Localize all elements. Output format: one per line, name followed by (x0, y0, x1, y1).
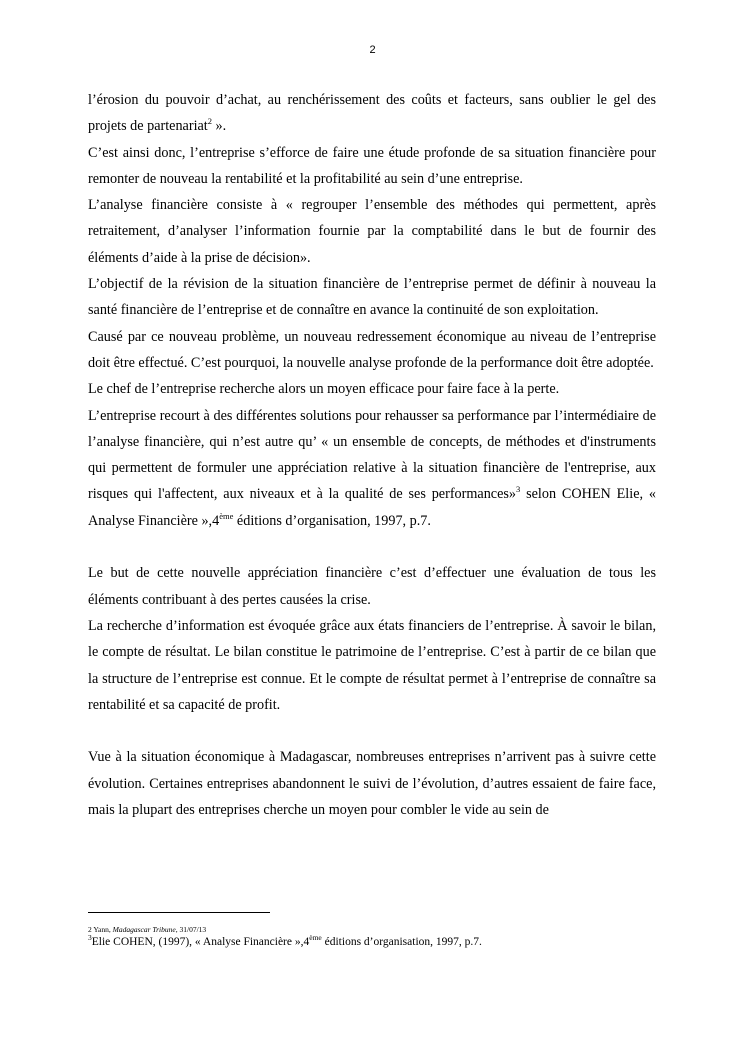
footnote-2-number: 2 (88, 925, 92, 934)
footnote-ref-3: 3 (516, 484, 521, 495)
paragraph-1-text: l’érosion du pouvoir d’achat, au renchérissement des coûts et facteurs, sans oublier le gel des projets de partenariat (88, 92, 656, 135)
footnote-2-author: Yann, (91, 925, 113, 934)
body-text (88, 87, 656, 823)
paragraph-7 (88, 403, 656, 534)
footnote-2-date: , 31/07/13 (175, 925, 207, 934)
footnote-3-number: 3 (88, 933, 92, 942)
footnote-2 (88, 925, 656, 935)
paragraph-6: Le chef de l’entreprise recherche alors un moyen efficace pour faire face à la perte. (88, 381, 560, 398)
footnote-3-text: Elie COHEN, (1997), « Analyse Financière »,4 (91, 936, 310, 948)
paragraph-1 (88, 87, 656, 140)
edition-superscript: ème (219, 510, 234, 521)
footnote-3-end: éditions d’organisation, 1997, p.7. (321, 936, 482, 948)
paragraph-3: L’analyse financière consiste à « regrouper l’ensemble des méthodes qui permettent, après retraitement, d’analyser l’information fournie par la comptabilité dans le but de fournir des éléments d’aide à la prise de décision». (88, 197, 656, 266)
paragraph-1-end: ». (212, 118, 227, 135)
paragraph-4: L’objectif de la révision de la situation financière de l’entreprise permet de définir à nouveau la santé financière de l’entreprise et de connaître en avance la continuité de son exploitation. (88, 276, 656, 319)
paragraph-5: Causé par ce nouveau problème, un nouveau redressement économique au niveau de l’entreprise doit être effectué. C’est pourquoi, la nouvelle analyse profonde de la performance doit être adoptée. (88, 328, 656, 371)
paragraph-8: Le but de cette nouvelle appréciation financière c’est d’effectuer une évaluation de tous les éléments contribuant à des pertes causées la crise. (88, 565, 656, 608)
paragraph-7-text: L’entreprise recourt à des différentes solutions pour rehausser sa performance par l’intermédiaire de l’analyse financière, qui n’est autre qu’ « un ensemble de concepts, de méthodes et d'instruments qui permettent de formuler une appréciation relative à la situation financière de l'entreprise, aux risques qui l'affectent, aux niveaux et à la qualité de ses performances» (88, 407, 656, 503)
paragraph-10: Vue à la situation économique à Madagascar, nombreuses entreprises n’arrivent pas à suivre cette évolution. Certaines entreprises abandonnent le suivi de l’évolution, d’autres essaient de faire face, mais la plupart des entreprises cherche un moyen pour combler le vide au sein de (88, 749, 656, 819)
paragraph-9: La recherche d’information est évoquée grâce aux états financiers de l’entreprise. À savoir le bilan, le compte de résultat. Le bilan constitue le patrimoine de l’entreprise. C’est à partir de ce bilan que la structure de l’entreprise est connue. Et le compte de résultat permet à l’entreprise de connaître sa rentabilité et sa capacité de profit. (88, 617, 656, 713)
paragraph-2: C’est ainsi donc, l’entreprise s’efforce de faire une étude profonde de sa situation financière pour remonter de nouveau la rentabilité et la profitabilité au sein d’une entreprise. (88, 144, 656, 187)
footnote-3 (88, 935, 656, 949)
paragraph-7-end: éditions d’organisation, 1997, p.7. (233, 512, 431, 529)
footnote-3-superscript: ème (309, 933, 322, 942)
footnote-ref-2: 2 (207, 116, 212, 127)
paragraph-7-mid: selon COHEN Elie, « Analyse Financière »,4 (88, 486, 656, 529)
footnote-separator (88, 912, 270, 913)
footnote-2-source: Madagascar Tribune (112, 925, 176, 934)
page-number: 2 (369, 44, 376, 56)
footnotes (88, 925, 656, 949)
